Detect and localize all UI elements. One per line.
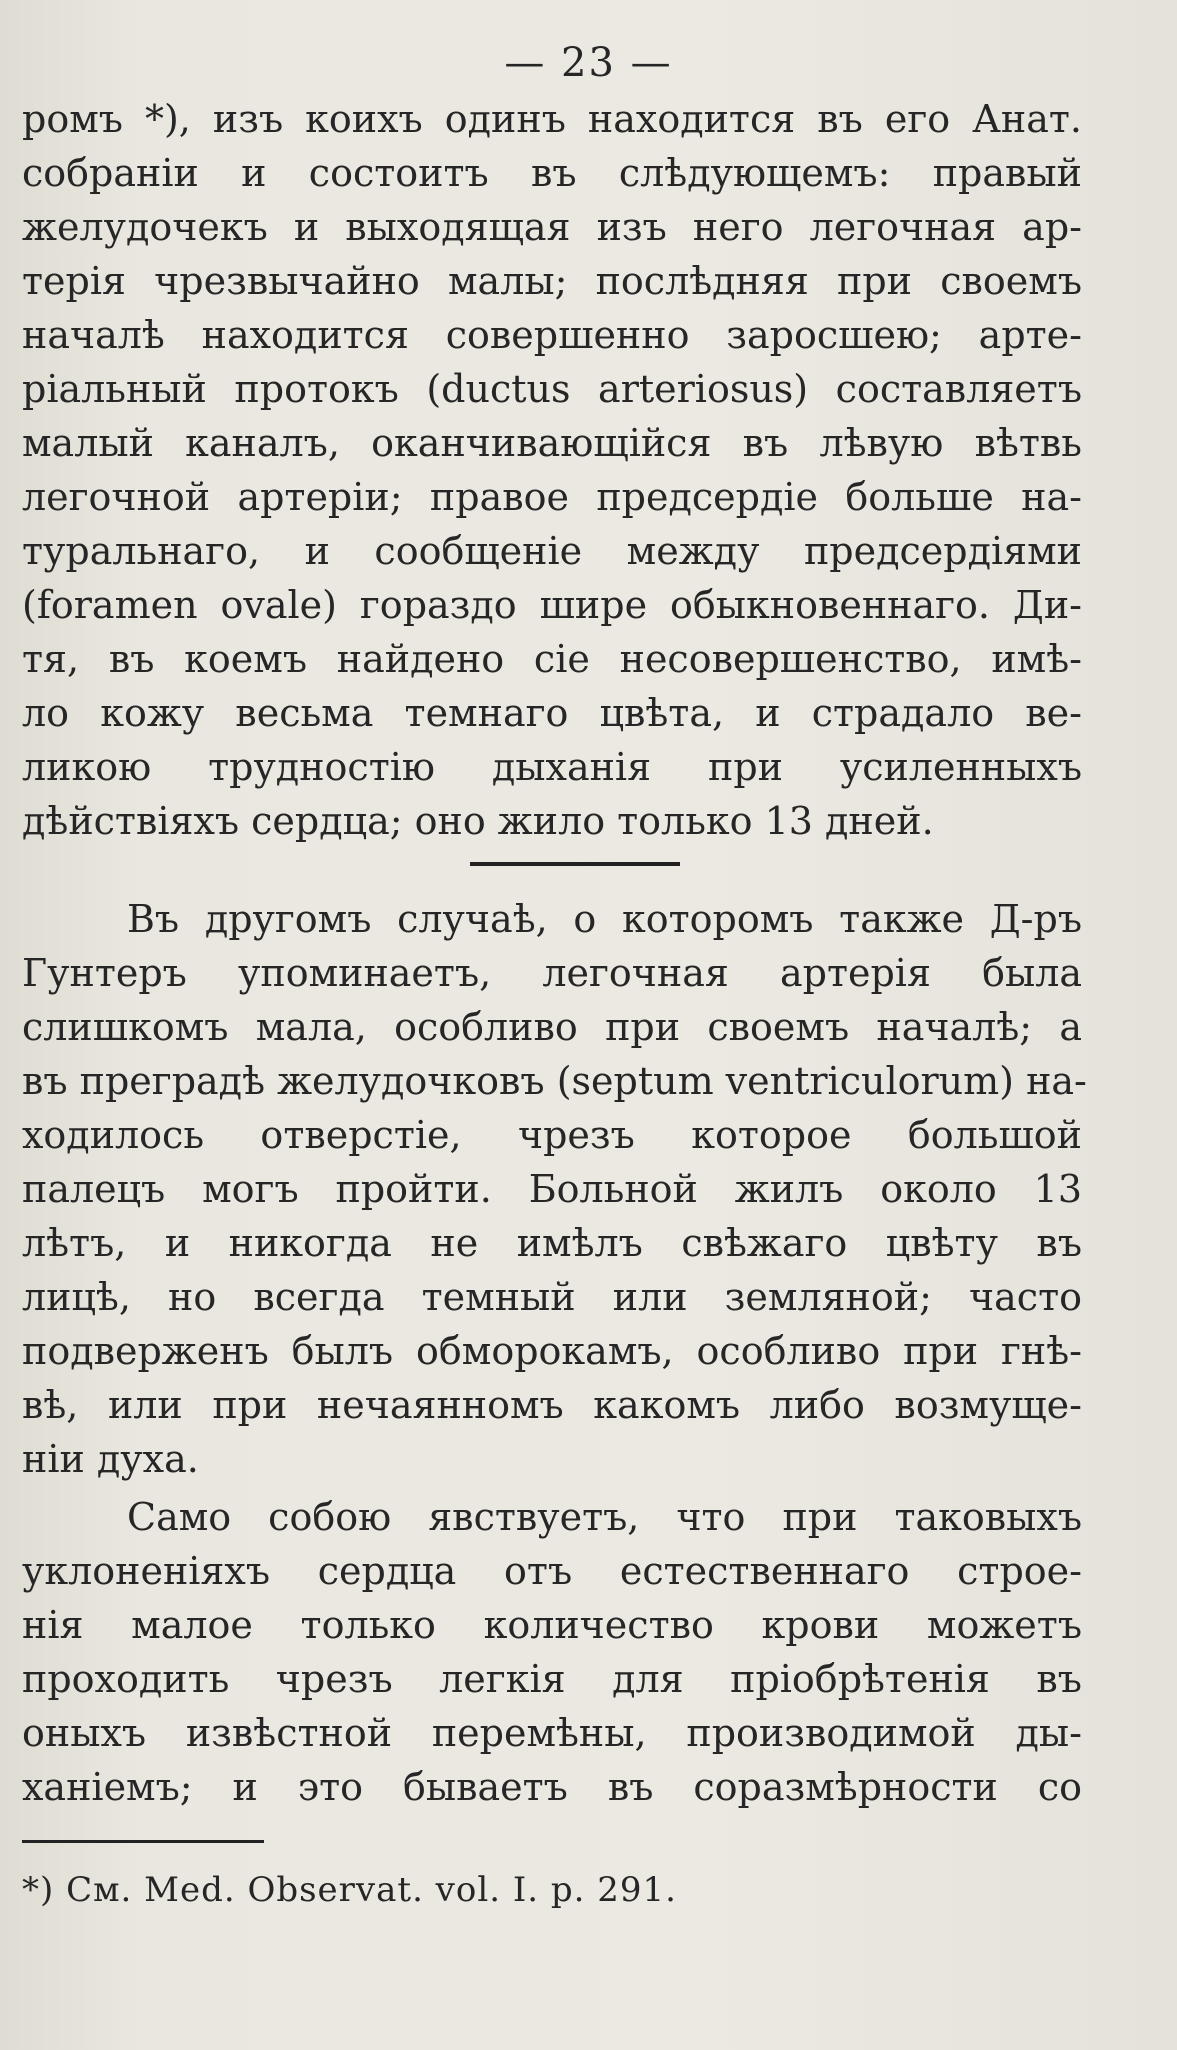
text-line: ромъ *), изъ коихъ одинъ находится въ его Анат. <box>22 97 1082 141</box>
paragraph-3 <box>22 1490 1082 1814</box>
footnote: *) См. Med. Observat. vol. I. p. 291. <box>22 1870 677 1910</box>
paragraph-2 <box>22 892 1087 1486</box>
text-line: (foramen ovale) гораздо шире обыкновеннаго. Ди- <box>22 583 1082 627</box>
text-line: ликою трудностію дыханія при усиленныхъ <box>22 745 1082 789</box>
text-line: нія малое только количество крови можетъ <box>22 1603 1082 1647</box>
text-line: лицѣ, но всегда темный или земляной; часто <box>22 1275 1082 1319</box>
text-line: ло кожу весьма темнаго цвѣта, и страдало ве- <box>22 691 1082 735</box>
text-line: началѣ находится совершенно заросшею; арте- <box>22 313 1082 357</box>
text-line: Гунтеръ упоминаетъ, легочная артерія была <box>22 951 1082 995</box>
text-line: дѣйствіяхъ сердца; оно жило только 13 дней. <box>22 799 934 843</box>
text-line: ханіемъ; и это бываетъ въ соразмѣрности со <box>22 1765 1082 1809</box>
paragraph-1 <box>22 92 1082 848</box>
text-line: туральнаго, и сообщеніе между предсердіями <box>22 529 1082 573</box>
text-line: Само собою явствуетъ, что при таковыхъ <box>127 1495 1082 1539</box>
text-line: лѣтъ, и никогда не имѣлъ свѣжаго цвѣту въ <box>22 1221 1082 1265</box>
page-number: — 23 — <box>504 40 673 86</box>
footnote-divider <box>22 1840 264 1843</box>
text-line: подверженъ былъ обморокамъ, особливо при гнѣ- <box>22 1329 1082 1373</box>
text-line: ніи духа. <box>22 1437 199 1481</box>
text-line: ходилось отверстіе, чрезъ которое большой <box>22 1113 1082 1157</box>
section-divider <box>470 862 680 866</box>
text-line: палецъ могъ пройти. Больной жилъ около 13 <box>22 1167 1082 1211</box>
text-line: ріальный протокъ (ductus arteriosus) составляетъ <box>22 367 1082 411</box>
text-line: легочной артеріи; правое предсердіе больше на- <box>22 475 1082 519</box>
text-line: малый каналъ, оканчивающійся въ лѣвую вѣтвь <box>22 421 1082 465</box>
text-line: уклоненіяхъ сердца отъ естественнаго строе- <box>22 1549 1082 1593</box>
text-line: въ преградѣ желудочковъ (septum ventriculorum) на- <box>22 1059 1087 1103</box>
text-line: желудочекъ и выходящая изъ него легочная ар- <box>22 205 1082 249</box>
text-line: собраніи и состоитъ въ слѣдующемъ: правый <box>22 151 1082 195</box>
text-line: слишкомъ мала, особливо при своемъ началѣ; а <box>22 1005 1082 1049</box>
text-line: оныхъ извѣстной перемѣны, производимой ды- <box>22 1711 1082 1755</box>
text-line: тя, въ коемъ найдено сіе несовершенство, имѣ- <box>22 637 1082 681</box>
text-line: терія чрезвычайно малы; послѣдняя при своемъ <box>22 259 1082 303</box>
text-line: Въ другомъ случаѣ, о которомъ также Д-ръ <box>127 897 1082 941</box>
text-line: вѣ, или при нечаянномъ какомъ либо возмуще- <box>22 1383 1082 1427</box>
text-line: проходить чрезъ легкія для пріобрѣтенія въ <box>22 1657 1082 1701</box>
